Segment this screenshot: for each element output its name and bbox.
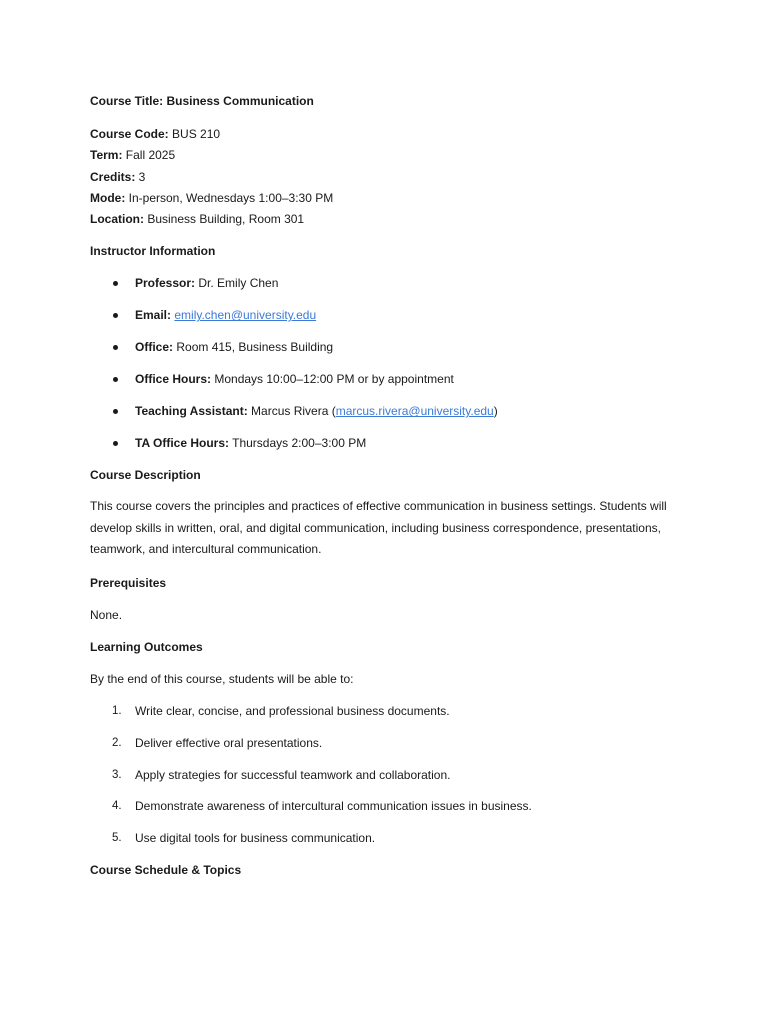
ta-value: Marcus Rivera (	[247, 404, 336, 419]
outcomes-heading: Learning Outcomes	[90, 639, 203, 654]
list-item-professor	[90, 274, 690, 292]
ta-closing-paren: )	[493, 404, 498, 419]
bullet-icon	[113, 409, 118, 414]
list-number: 2.	[112, 736, 122, 749]
bullet-icon	[113, 281, 118, 286]
course-code-label: Course Code:	[90, 127, 169, 141]
prerequisites-heading: Prerequisites	[90, 575, 167, 590]
office-hours-label: Office Hours:	[135, 372, 212, 387]
mode-value: In-person, Wednesdays 1:00–3:30 PM	[125, 190, 334, 205]
credits-value: 3	[135, 169, 146, 184]
outcome-text: Apply strategies for successful teamwork and collaboration.	[135, 767, 451, 782]
bullet-icon	[113, 441, 118, 446]
course-code-line	[90, 124, 690, 145]
list-number: 5.	[112, 832, 122, 845]
professor-value: Dr. Emily Chen	[195, 276, 279, 291]
description-heading: Course Description	[90, 468, 201, 483]
instructor-heading: Instructor Information	[90, 244, 216, 259]
bullet-icon	[113, 345, 118, 350]
credits-label: Credits:	[90, 169, 136, 184]
outcome-text: Deliver effective oral presentations.	[135, 735, 323, 750]
list-item	[90, 766, 690, 784]
ta-office-hours-value: Thursdays 2:00–3:00 PM	[229, 436, 367, 451]
course-title: Course Title: Business Communication	[90, 94, 314, 108]
list-item-ta-office-hours	[90, 434, 690, 452]
ta-office-hours-label: TA Office Hours:	[135, 436, 230, 451]
list-item-teaching-assistant	[90, 402, 690, 420]
office-hours-value: Mondays 10:00–12:00 PM or by appointment	[211, 372, 454, 387]
instructor-list	[90, 274, 690, 452]
course-code-value: BUS 210	[168, 127, 221, 141]
outcome-text: Use digital tools for business communication.	[135, 831, 376, 846]
list-item	[90, 829, 690, 847]
list-number: 3.	[112, 768, 122, 781]
mode-line	[90, 188, 690, 209]
list-item-office	[90, 338, 690, 356]
list-item	[90, 734, 690, 752]
professor-label: Professor:	[135, 276, 196, 291]
bullet-icon	[113, 377, 118, 382]
professor-email-link[interactable]: emily.chen@university.edu	[174, 308, 317, 323]
term-value: Fall 2025	[122, 148, 176, 163]
location-line	[90, 209, 690, 230]
list-number: 4.	[112, 800, 122, 813]
list-number: 1.	[112, 704, 122, 717]
syllabus-page	[90, 92, 690, 879]
list-item-email	[90, 306, 690, 324]
outcomes-list	[90, 702, 690, 847]
list-item	[90, 702, 690, 720]
term-line	[90, 145, 690, 166]
location-value: Business Building, Room 301	[144, 212, 305, 227]
ta-label: Teaching Assistant:	[135, 404, 248, 419]
location-label: Location:	[90, 212, 144, 227]
outcome-text: Demonstrate awareness of intercultural communication issues in business.	[135, 799, 532, 814]
list-item-office-hours	[90, 370, 690, 388]
term-label: Term:	[90, 148, 123, 163]
credits-line	[90, 167, 690, 188]
office-value: Room 415, Business Building	[173, 340, 334, 355]
mode-label: Mode:	[90, 190, 126, 205]
list-item	[90, 797, 690, 815]
ta-email-link[interactable]: marcus.rivera@university.edu	[335, 404, 494, 419]
outcomes-intro: By the end of this course, students will be able to:	[90, 671, 354, 686]
course-meta	[90, 124, 690, 230]
schedule-heading: Course Schedule & Topics	[90, 863, 242, 878]
bullet-icon	[113, 313, 118, 318]
email-label: Email:	[135, 308, 172, 323]
office-label: Office:	[135, 340, 174, 355]
description-text: This course covers the principles and practices of effective communication in business settings. Students will develop skills in written, oral, and digital communication, including business correspondence, presentations, teamwork, and intercultural communication.	[90, 499, 667, 557]
outcome-text: Write clear, concise, and professional business documents.	[135, 703, 450, 718]
prerequisites-text: None.	[90, 607, 123, 622]
